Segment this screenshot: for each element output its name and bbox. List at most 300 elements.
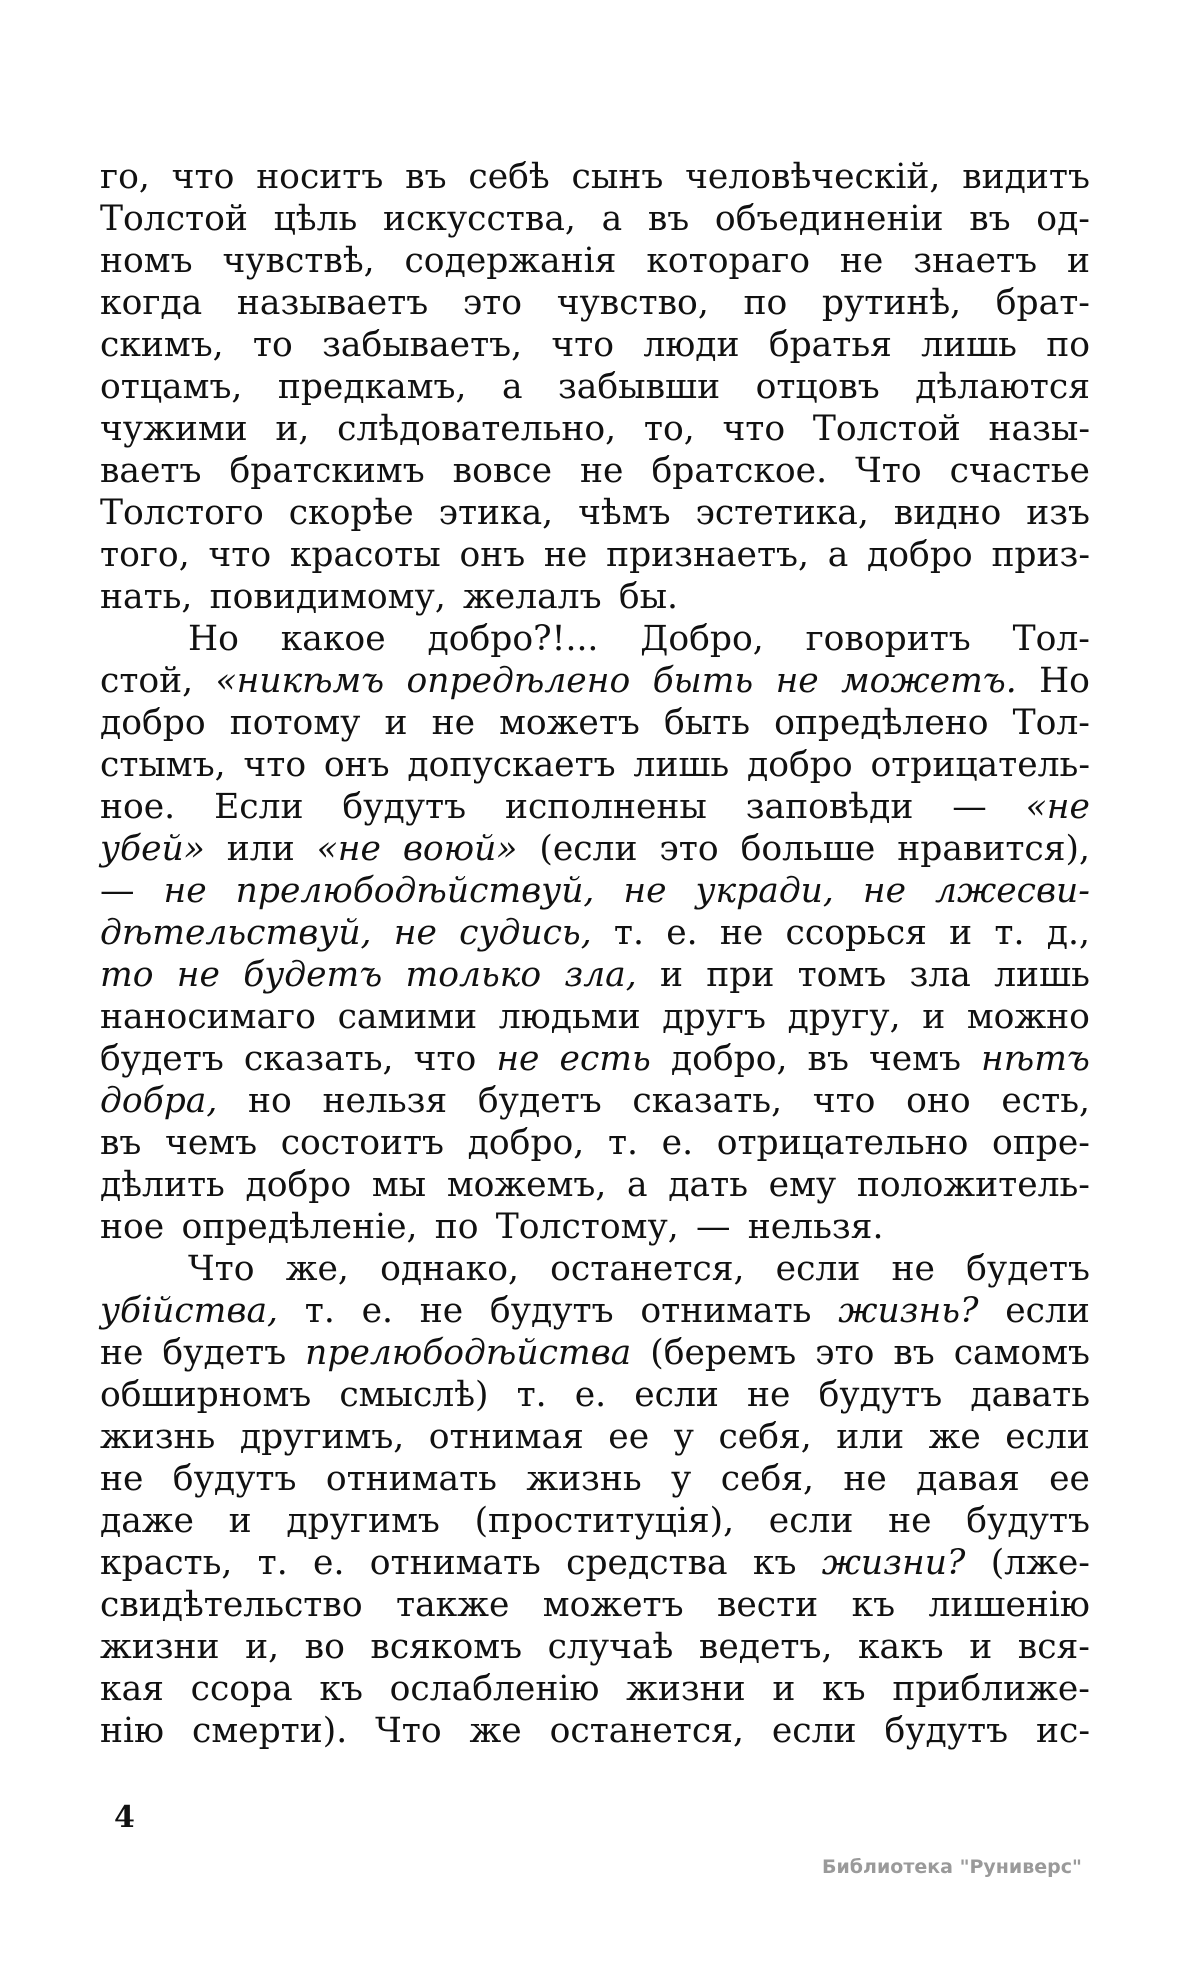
word: Тол- xyxy=(1012,703,1090,743)
word: даже xyxy=(100,1501,194,1541)
word: когда xyxy=(100,283,203,323)
word: то xyxy=(252,325,293,365)
word: е. xyxy=(361,1291,393,1331)
text-line xyxy=(100,1668,1090,1710)
word: заповѣди xyxy=(745,787,914,827)
word: номъ xyxy=(100,241,193,281)
word: сказать, xyxy=(632,1081,783,1121)
word: стымъ, xyxy=(100,745,226,785)
word: нію xyxy=(100,1711,165,1751)
word: ваетъ xyxy=(100,451,202,491)
word: или xyxy=(226,829,295,869)
text-line xyxy=(100,702,1090,744)
word: что xyxy=(208,535,272,575)
word: приближе- xyxy=(892,1669,1090,1709)
word: или xyxy=(836,1417,905,1457)
word: къ xyxy=(822,1669,866,1709)
italic-word: будетъ xyxy=(243,955,383,995)
word: будутъ xyxy=(172,1459,297,1499)
word: Что xyxy=(375,1711,442,1751)
word: т. xyxy=(516,1375,547,1415)
text-line xyxy=(100,324,1090,366)
word: другимъ, xyxy=(239,1417,405,1457)
word: будутъ xyxy=(489,1291,614,1331)
italic-word: убійства, xyxy=(100,1291,278,1331)
word: (лже- xyxy=(990,1543,1090,1583)
word: и, xyxy=(245,1627,280,1667)
text-line xyxy=(100,912,1090,954)
word: е. xyxy=(666,913,698,953)
word: если xyxy=(634,1375,719,1415)
text-line xyxy=(100,870,1090,912)
text-line xyxy=(100,1164,1090,1206)
text-line xyxy=(100,996,1090,1038)
word: содержанія xyxy=(404,241,617,281)
italic-word: не xyxy=(163,871,207,911)
text-line xyxy=(100,1542,1090,1584)
word: же xyxy=(928,1417,981,1457)
italic-word: жизнь? xyxy=(838,1291,979,1331)
word: искусства, xyxy=(382,199,576,239)
word: потому xyxy=(229,703,361,743)
word: у xyxy=(673,1417,694,1457)
text-line xyxy=(100,1626,1090,1668)
word: го, xyxy=(100,157,150,197)
word: въ xyxy=(100,1123,142,1163)
word: и xyxy=(384,703,408,743)
word: исполнены xyxy=(504,787,707,827)
italic-word: быть xyxy=(652,661,754,701)
word: это xyxy=(815,1333,875,1373)
word: не xyxy=(888,1501,932,1541)
word: отцамъ, xyxy=(100,367,243,407)
italic-word: «никѣмъ xyxy=(215,661,385,701)
word: всякомъ xyxy=(370,1627,523,1667)
word: — xyxy=(100,871,135,911)
word: давая xyxy=(916,1459,1020,1499)
word: отнимать xyxy=(640,1291,812,1331)
word: лишь xyxy=(633,745,730,785)
word: е. xyxy=(313,1543,345,1583)
page-number: 4 xyxy=(114,1800,135,1835)
italic-word: не xyxy=(862,871,907,911)
italic-word: «не xyxy=(1025,787,1090,827)
word: Тол- xyxy=(1012,619,1090,659)
italic-word: воюй» xyxy=(402,829,518,869)
text-line xyxy=(100,1374,1090,1416)
word: добро xyxy=(100,703,206,743)
word: д., xyxy=(1046,913,1090,953)
word: говоритъ xyxy=(805,619,971,659)
word: ное. xyxy=(100,787,176,827)
italic-word: прелюбодѣйствуй, xyxy=(235,871,595,911)
word: чувство, xyxy=(556,283,709,323)
word: признаетъ, xyxy=(606,535,809,575)
word: другъ xyxy=(662,997,766,1037)
word: если xyxy=(768,1501,854,1541)
word: въ xyxy=(647,199,690,239)
word: нать, xyxy=(100,577,193,617)
word: добро xyxy=(867,535,973,575)
text-line xyxy=(100,240,1090,282)
word: — xyxy=(696,1207,731,1247)
word: давать xyxy=(970,1375,1090,1415)
word: это xyxy=(462,283,523,323)
word: можемъ, xyxy=(446,1165,607,1205)
word: опредѣлено xyxy=(774,703,989,743)
word: люди xyxy=(643,325,740,365)
word: же, xyxy=(285,1249,349,1289)
word: од- xyxy=(1036,199,1090,239)
text-line xyxy=(100,744,1090,786)
word: забываетъ, xyxy=(322,325,523,365)
italic-word: дѣтельствуй, xyxy=(100,913,372,953)
italic-word: жизни? xyxy=(821,1543,966,1583)
word: носитъ xyxy=(256,157,384,197)
word: Что xyxy=(188,1249,255,1289)
text-line xyxy=(100,408,1090,450)
word: онъ xyxy=(459,535,526,575)
word: какое xyxy=(280,619,386,659)
italic-word: добра, xyxy=(100,1081,218,1121)
word: приз- xyxy=(991,535,1090,575)
word: чѣмъ xyxy=(578,493,671,533)
word: нравится), xyxy=(897,829,1090,869)
word: отрицательно xyxy=(716,1123,969,1163)
word: но xyxy=(248,1081,292,1121)
word: не xyxy=(747,1375,791,1415)
text-line xyxy=(100,618,1090,660)
word: допускаетъ xyxy=(407,745,616,785)
word: отнимать xyxy=(325,1459,497,1499)
word: состоитъ xyxy=(280,1123,445,1163)
word: дѣлаются xyxy=(915,367,1090,407)
word: счастье xyxy=(949,451,1090,491)
word: дѣлить xyxy=(100,1165,225,1205)
word: т. xyxy=(304,1291,335,1331)
word: въ xyxy=(807,1039,849,1079)
word: вовсе xyxy=(452,451,553,491)
word: и xyxy=(922,997,946,1037)
word: (если xyxy=(539,829,638,869)
italic-word: есть xyxy=(559,1039,651,1079)
word: не xyxy=(580,451,624,491)
word: къ xyxy=(851,1585,896,1625)
word: кая xyxy=(100,1669,164,1709)
word: жизни xyxy=(626,1669,746,1709)
word: а xyxy=(601,199,623,239)
word: не xyxy=(100,1459,144,1499)
word: есть, xyxy=(1001,1081,1090,1121)
word: а xyxy=(627,1165,648,1205)
word: что xyxy=(243,745,307,785)
text-line xyxy=(100,156,1090,198)
word: забывши xyxy=(557,367,721,407)
word: къ xyxy=(319,1669,363,1709)
word: эстетика, xyxy=(695,493,869,533)
word: цѣль xyxy=(273,199,358,239)
word: видитъ xyxy=(962,157,1090,197)
text-line xyxy=(100,1080,1090,1122)
word: желалъ xyxy=(463,577,602,617)
word: что xyxy=(171,157,235,197)
text-line xyxy=(100,660,1090,702)
word: и xyxy=(228,1501,252,1541)
library-watermark: Библиотека "Руниверс" xyxy=(822,1856,1082,1878)
word: что xyxy=(551,325,615,365)
word: (беремъ xyxy=(650,1333,797,1373)
word: и xyxy=(772,1669,796,1709)
word: зла xyxy=(909,955,971,995)
word: наносимаго xyxy=(100,997,316,1037)
word: другимъ xyxy=(286,1501,440,1541)
text-line xyxy=(100,1416,1090,1458)
word: смыслѣ) xyxy=(339,1375,489,1415)
word: больше xyxy=(740,829,876,869)
word: если xyxy=(1005,1291,1090,1331)
text-line xyxy=(100,534,1090,576)
word: нельзя. xyxy=(747,1207,884,1247)
word: братское. xyxy=(651,451,828,491)
text-line xyxy=(100,492,1090,534)
word: по xyxy=(1046,325,1090,365)
word: повидимому, xyxy=(209,577,446,617)
italic-word: не xyxy=(623,871,667,911)
word: человѣческій, xyxy=(685,157,941,197)
text-line xyxy=(100,366,1090,408)
word: а xyxy=(501,367,523,407)
word: же xyxy=(469,1711,522,1751)
word: можетъ xyxy=(499,703,640,743)
italic-word: можетъ. xyxy=(841,661,1017,701)
word: мы xyxy=(371,1165,427,1205)
word: не xyxy=(100,1333,144,1373)
text-line xyxy=(100,576,1090,618)
word: въ xyxy=(405,157,447,197)
word: добро xyxy=(245,1165,352,1205)
word: красть, xyxy=(100,1543,233,1583)
italic-word: не xyxy=(496,1039,540,1079)
word: е. xyxy=(661,1123,694,1163)
italic-word: то xyxy=(100,955,154,995)
word: отцовъ xyxy=(755,367,880,407)
word: если xyxy=(771,1711,857,1751)
word: и xyxy=(1066,241,1090,281)
word: стой, xyxy=(100,661,194,701)
word: братскимъ xyxy=(229,451,425,491)
word: отрицатель- xyxy=(870,745,1090,785)
word: можно xyxy=(966,997,1090,1037)
word: будутъ xyxy=(818,1375,943,1415)
word: лишь xyxy=(994,955,1090,995)
text-line xyxy=(100,1248,1090,1290)
italic-word: нѣтъ xyxy=(981,1039,1090,1079)
word: не xyxy=(419,1291,464,1331)
word: т. xyxy=(994,913,1025,953)
text-line xyxy=(100,1122,1090,1164)
word: Толстого xyxy=(100,493,264,533)
word: въ xyxy=(969,199,1011,239)
word: не xyxy=(719,913,764,953)
word: Толстой xyxy=(100,199,248,239)
word: себя, xyxy=(720,1459,814,1499)
word: ссора xyxy=(190,1669,293,1709)
word: и xyxy=(659,955,683,995)
word: лишенію xyxy=(928,1585,1090,1625)
italic-word: лжесви- xyxy=(935,871,1090,911)
word: у xyxy=(671,1459,692,1499)
word: людьми xyxy=(498,997,641,1037)
word: чужими xyxy=(100,409,248,449)
italic-word: прелюбодѣйства xyxy=(305,1333,632,1373)
text-line xyxy=(100,1710,1090,1752)
word: жизнь xyxy=(526,1459,642,1499)
word: назы- xyxy=(988,409,1090,449)
word: въ xyxy=(893,1333,935,1373)
italic-word: «не xyxy=(316,829,381,869)
word: онъ xyxy=(323,745,390,785)
word: лишь xyxy=(921,325,1017,365)
word: е. xyxy=(574,1375,607,1415)
word: называетъ xyxy=(236,283,429,323)
word: ослабленію xyxy=(389,1669,600,1709)
text-line xyxy=(100,1458,1090,1500)
word: смерти). xyxy=(192,1711,348,1751)
word: сынъ xyxy=(571,157,664,197)
word: брат- xyxy=(995,283,1090,323)
word: Что xyxy=(855,451,922,491)
word: нельзя xyxy=(322,1081,448,1121)
word: опре- xyxy=(992,1123,1090,1163)
word: т. xyxy=(257,1543,288,1583)
word: чемъ xyxy=(165,1123,258,1163)
word: видно xyxy=(893,493,1002,533)
word: средства xyxy=(566,1543,728,1583)
italic-word: только xyxy=(405,955,542,995)
word: ее xyxy=(608,1417,650,1457)
word: и xyxy=(949,913,973,953)
word: ведетъ, xyxy=(698,1627,833,1667)
italic-word: зла, xyxy=(564,955,637,995)
word: Если xyxy=(214,787,304,827)
word: а xyxy=(827,535,849,575)
word: — xyxy=(952,787,987,827)
word: скимъ, xyxy=(100,325,224,365)
word: Но xyxy=(188,619,239,659)
word: предкамъ, xyxy=(277,367,467,407)
text-line xyxy=(100,450,1090,492)
text-line xyxy=(100,1290,1090,1332)
word: жизнь xyxy=(100,1417,216,1457)
word: то, xyxy=(643,409,695,449)
word: другу, xyxy=(787,997,901,1037)
word: добро?!... xyxy=(427,619,599,659)
text-line xyxy=(100,828,1090,870)
text-line xyxy=(100,1332,1090,1374)
italic-word: убей» xyxy=(100,829,205,869)
word: оно xyxy=(906,1081,971,1121)
word: если xyxy=(1005,1417,1090,1457)
word: чемъ xyxy=(868,1039,961,1079)
body-text xyxy=(100,156,1090,1752)
word: будутъ xyxy=(342,787,467,827)
word: при xyxy=(706,955,775,995)
text-line xyxy=(100,1038,1090,1080)
word: братья xyxy=(768,325,892,365)
italic-word: не xyxy=(176,955,220,995)
text-line xyxy=(100,198,1090,240)
word: ему xyxy=(768,1165,837,1205)
word: себя, xyxy=(718,1417,812,1457)
word: томъ xyxy=(797,955,887,995)
italic-word: укради, xyxy=(695,871,834,911)
word: Но xyxy=(1039,661,1090,701)
word: случаѣ xyxy=(547,1627,674,1667)
text-line xyxy=(100,954,1090,996)
word: однако, xyxy=(380,1249,519,1289)
word: Толстой xyxy=(812,409,961,449)
italic-word: не xyxy=(775,661,819,701)
word: ссорься xyxy=(785,913,927,953)
word: скорѣе xyxy=(288,493,414,533)
word: что xyxy=(722,409,786,449)
word: можетъ xyxy=(542,1585,684,1625)
word: опредѣленіе, xyxy=(181,1207,418,1247)
word: ис- xyxy=(1036,1711,1090,1751)
word: во xyxy=(304,1627,345,1667)
word: добро xyxy=(747,745,853,785)
word: къ xyxy=(752,1543,797,1583)
word: этика, xyxy=(438,493,554,533)
word: сказать, xyxy=(243,1039,394,1079)
word: что xyxy=(812,1081,876,1121)
word: жизни xyxy=(100,1627,220,1667)
text-line xyxy=(100,1584,1090,1626)
word: отнимать xyxy=(369,1543,541,1583)
word: вся- xyxy=(1017,1627,1090,1667)
word: отнимая xyxy=(428,1417,584,1457)
word: вести xyxy=(716,1585,819,1625)
word: добро, xyxy=(467,1123,585,1163)
word: также xyxy=(395,1585,510,1625)
italic-word: опредѣлено xyxy=(406,661,631,701)
word: это xyxy=(659,829,719,869)
word: красоты xyxy=(289,535,441,575)
word: не xyxy=(843,1459,887,1499)
word: не xyxy=(839,241,884,281)
word: Толстому, xyxy=(495,1207,679,1247)
text-line xyxy=(100,282,1090,324)
italic-word: не xyxy=(393,913,437,953)
word: т. xyxy=(613,913,644,953)
italic-word: судись, xyxy=(459,913,592,953)
word: дать xyxy=(668,1165,748,1205)
word: и xyxy=(969,1627,993,1667)
text-line xyxy=(100,1206,1090,1248)
word: по xyxy=(743,283,788,323)
word: будутъ xyxy=(966,1501,1090,1541)
text-line xyxy=(100,1500,1090,1542)
word: что xyxy=(413,1039,477,1079)
word: т. xyxy=(607,1123,638,1163)
word: себѣ xyxy=(468,157,550,197)
word: будетъ xyxy=(477,1081,602,1121)
word: какъ xyxy=(857,1627,944,1667)
word: не xyxy=(891,1249,935,1289)
word: добро, xyxy=(670,1039,788,1079)
word: будетъ xyxy=(100,1039,224,1079)
word: по xyxy=(434,1207,479,1247)
